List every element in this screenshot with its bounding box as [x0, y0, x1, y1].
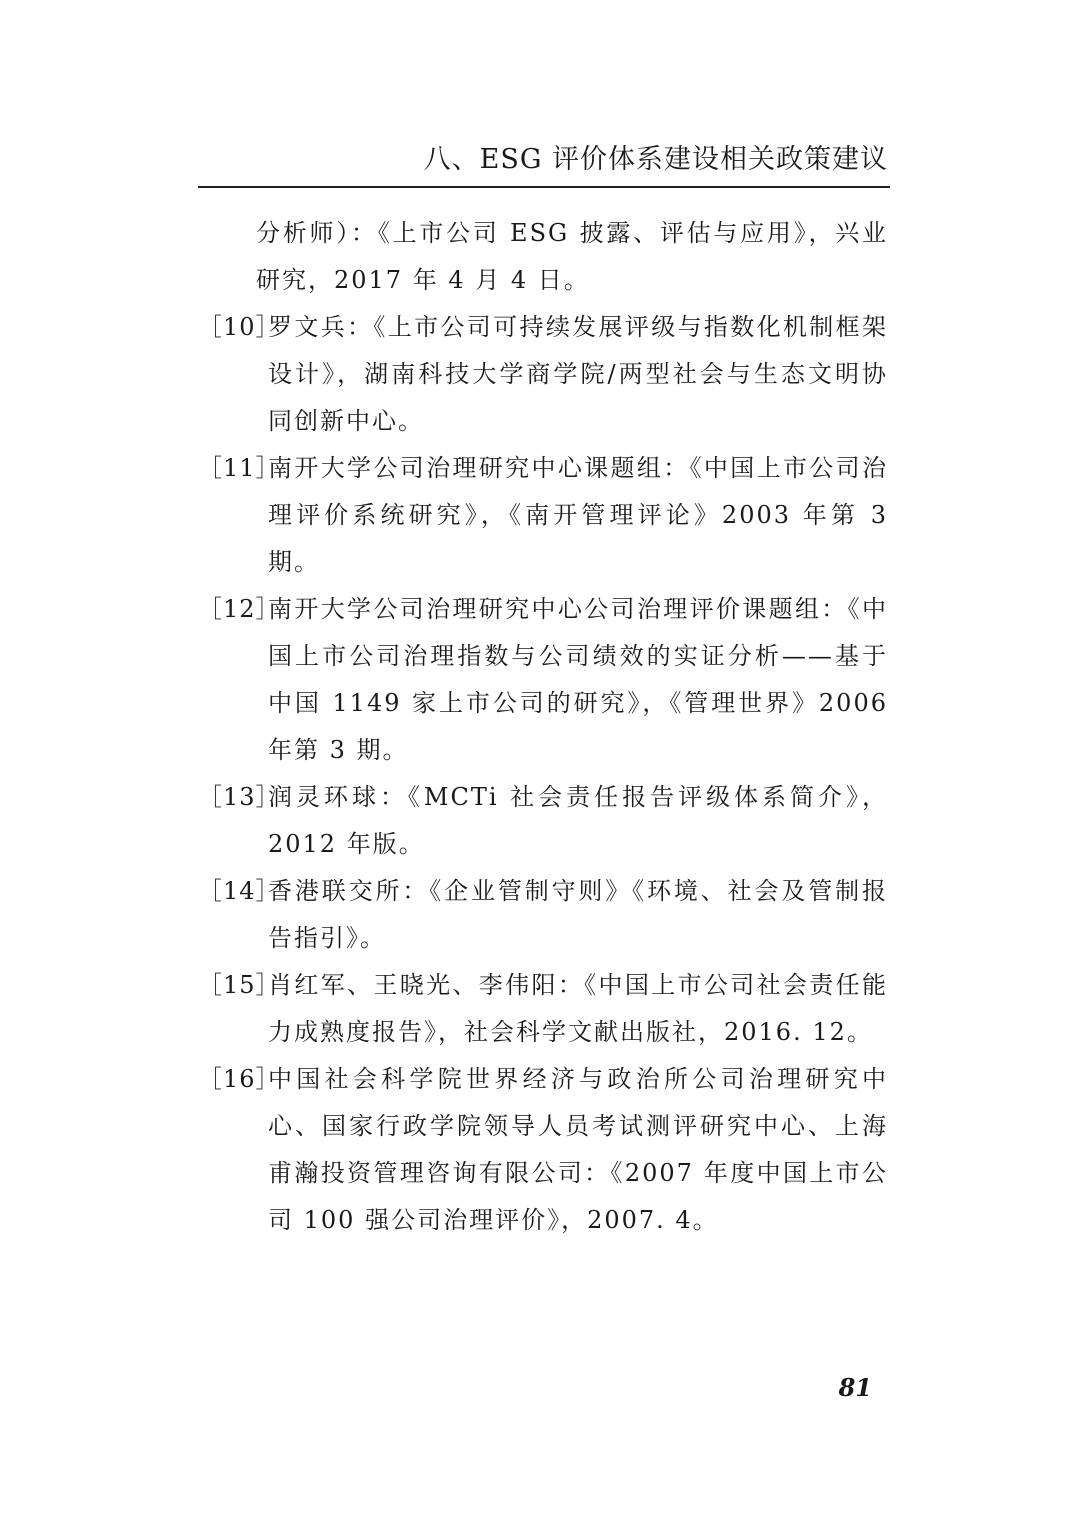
- reference-item-16: [198, 1056, 888, 1244]
- reference-number: ［11］: [198, 454, 281, 482]
- reference-text: 润灵环球：《MCTi 社会责任报告评级体系简介》，2012 年版。: [268, 783, 888, 858]
- reference-text: 南开大学公司治理研究中心公司治理评价课题组：《中国上市公司治理指数与公司绩效的实证分析——基于中国 1149 家上市公司的研究》，《管理世界》2006 年第 3 期。: [268, 595, 888, 764]
- reference-continuation: 分析师）：《上市公司 ESG 披露、评估与应用》，兴业研究，2017 年 4 月 4 日。: [256, 219, 888, 294]
- reference-item-11: [198, 445, 888, 586]
- reference-item-15: [198, 962, 888, 1056]
- reference-list: [198, 210, 888, 1244]
- reference-number: ［12］: [198, 595, 281, 623]
- reference-number: ［14］: [198, 877, 281, 905]
- reference-item-12: [198, 586, 888, 774]
- reference-text: 南开大学公司治理研究中心课题组：《中国上市公司治理评价系统研究》，《南开管理评论》2003 年第 3 期。: [268, 454, 888, 576]
- reference-text: 香港联交所：《企业管制守则》《环境、社会及管制报告指引》。: [268, 877, 888, 952]
- header-rule: [198, 186, 890, 188]
- reference-item-13: [198, 774, 888, 868]
- reference-number: ［13］: [198, 783, 281, 811]
- page-number: 81: [838, 1373, 872, 1402]
- reference-item-14: [198, 868, 888, 962]
- reference-number: ［16］: [198, 1065, 281, 1093]
- reference-text: 罗文兵：《上市公司可持续发展评级与指数化机制框架设计》，湖南科技大学商学院/两型社会与生态文明协同创新中心。: [268, 313, 888, 435]
- reference-text: 肖红军、王晓光、李伟阳：《中国上市公司社会责任能力成熟度报告》，社会科学文献出版社，2016. 12。: [268, 971, 888, 1046]
- reference-number: ［10］: [198, 313, 281, 341]
- running-head-title: 八、ESG 评价体系建设相关政策建议: [423, 144, 888, 175]
- reference-item-10: [198, 304, 888, 445]
- reference-number: ［15］: [198, 971, 281, 999]
- reference-text: 中国社会科学院世界经济与政治所公司治理研究中心、国家行政学院领导人员考试测评研究中心、上海甫瀚投资管理咨询有限公司：《2007 年度中国上市公司 100 强公司治理评价》，2007. 4。: [268, 1065, 888, 1234]
